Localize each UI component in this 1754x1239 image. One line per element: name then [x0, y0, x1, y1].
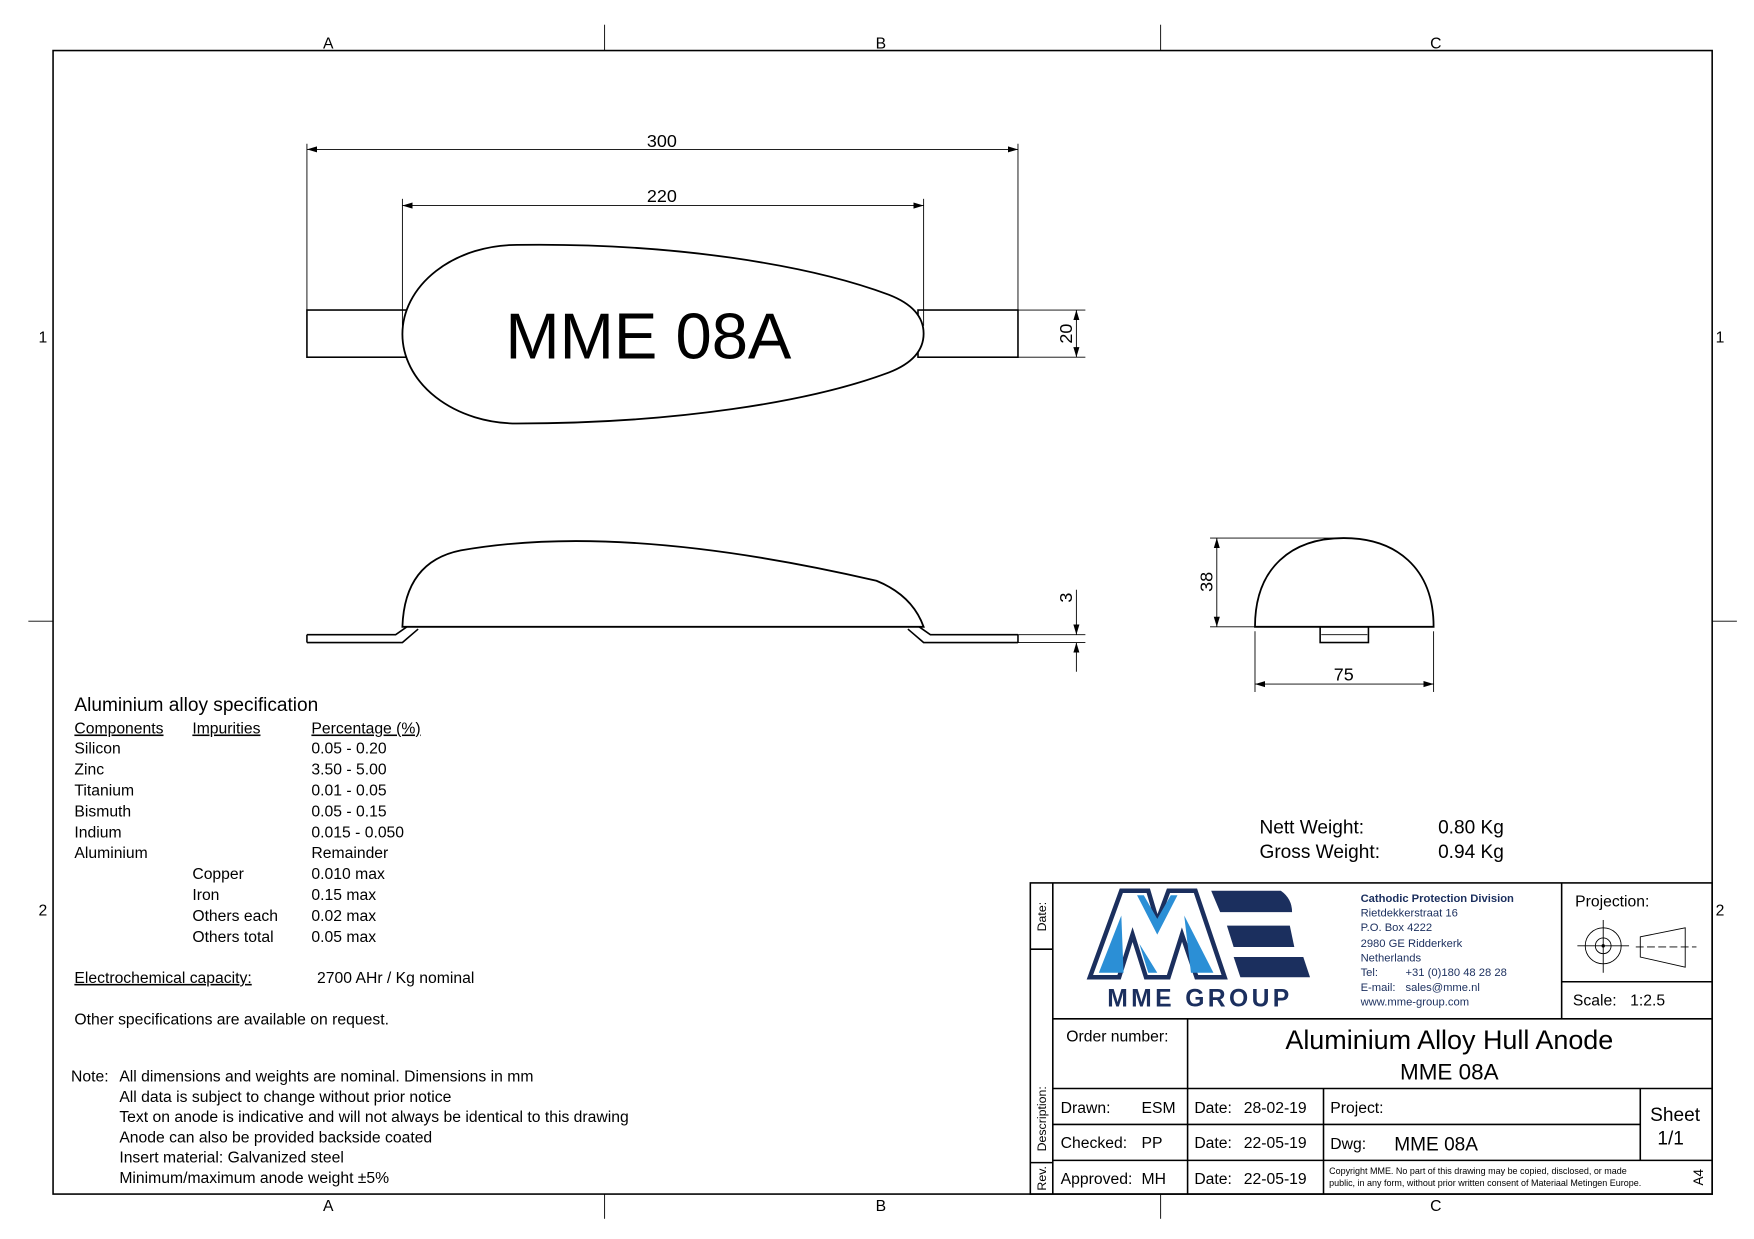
gross-weight-label: Gross Weight:	[1259, 842, 1380, 864]
spec-percentage: 0.05 max	[311, 928, 377, 946]
zone-label: A	[323, 35, 334, 53]
dimension-height: 38	[1196, 571, 1217, 592]
notes	[71, 1069, 629, 1187]
spec-percentage: 0.15 max	[311, 886, 377, 904]
checked-label: Checked:	[1060, 1135, 1128, 1153]
paper-size: A4	[1691, 1168, 1707, 1186]
weights	[1259, 817, 1503, 863]
zone-label: 1	[1715, 329, 1725, 347]
date-drawn: 28-02-19	[1243, 1100, 1307, 1118]
spec-header: Components	[74, 720, 164, 738]
company-address: Rietdekkerstraat 16	[1360, 907, 1458, 920]
zone-label: C	[1430, 1197, 1442, 1215]
drawing-title: Aluminium Alloy Hull Anode	[1285, 1025, 1614, 1056]
spec-impurity: Copper	[192, 866, 244, 884]
logo-text: MME GROUP	[1107, 985, 1293, 1013]
note-label: Note:	[71, 1068, 109, 1086]
website: www.mme-group.com	[1360, 996, 1470, 1009]
checked-value: PP	[1141, 1135, 1163, 1153]
scale-value: 1:2.5	[1630, 992, 1666, 1010]
spec-component: Zinc	[74, 761, 105, 779]
date-side-label: Date:	[1035, 901, 1050, 932]
copyright-notice: public, in any form, without prior written consent of Materiaal Metingen Europe.	[1329, 1178, 1642, 1189]
company-address: Netherlands	[1360, 952, 1422, 965]
spec-percentage: 0.05 - 0.15	[311, 803, 387, 821]
zone-label: 1	[38, 329, 48, 347]
spec-percentage: Remainder	[311, 845, 389, 863]
note-line: Anode can also be provided backside coated	[119, 1129, 433, 1147]
anode-label: MME 08A	[505, 299, 792, 373]
sheet-label: Sheet	[1650, 1105, 1701, 1127]
spec-component: Silicon	[74, 740, 121, 758]
dwg-label: Dwg:	[1330, 1136, 1367, 1154]
scale-label: Scale:	[1572, 992, 1617, 1010]
description-side-label: Description:	[1035, 1086, 1050, 1152]
nett-weight-value: 0.80 Kg	[1438, 817, 1504, 839]
approved-label: Approved:	[1060, 1170, 1133, 1188]
project-label: Project:	[1330, 1100, 1384, 1118]
projection-label: Projection:	[1575, 893, 1650, 911]
spec-component: Aluminium	[74, 845, 148, 863]
spec-title: Aluminium alloy specification	[74, 695, 319, 717]
dimension-width: 75	[1333, 664, 1354, 685]
zone-label: B	[875, 35, 887, 53]
end-view	[1196, 538, 1433, 692]
zone-label: 2	[1715, 902, 1725, 920]
side-view	[307, 541, 1085, 672]
approved-value: MH	[1141, 1170, 1166, 1188]
date-label: Date:	[1194, 1135, 1232, 1153]
note-line: Text on anode is indicative and will not always be identical to this drawing	[119, 1109, 629, 1127]
copyright-notice: Copyright MME. No part of this drawing may be copied, disclosed, or made	[1329, 1165, 1627, 1176]
company-address: P.O. Box 4222	[1360, 922, 1433, 935]
spec-percentage: 0.05 - 0.20	[311, 740, 387, 758]
title-block	[1030, 883, 1712, 1194]
note-line: All dimensions and weights are nominal. Dimensions in mm	[119, 1068, 534, 1086]
spec-component: Titanium	[74, 782, 135, 800]
tel-value: +31 (0)180 48 28 28	[1405, 967, 1507, 980]
note-line: All data is subject to change without prior notice	[119, 1088, 452, 1106]
capacity-label: Electrochemical capacity:	[74, 969, 252, 987]
dimension-overall-length: 300	[646, 131, 677, 152]
zone-label: 2	[38, 902, 48, 920]
zone-label: B	[875, 1197, 887, 1215]
spec-impurity: Others each	[192, 907, 278, 925]
spec-percentage: 0.02 max	[311, 907, 377, 925]
tel-label: Tel:	[1360, 967, 1379, 980]
spec-header: Percentage (%)	[311, 720, 421, 738]
date-approved: 22-05-19	[1243, 1170, 1307, 1188]
top-view	[307, 131, 1085, 423]
gross-weight-value: 0.94 Kg	[1438, 842, 1504, 864]
date-checked: 22-05-19	[1243, 1135, 1307, 1153]
other-specs-note: Other specifications are available on request.	[74, 1011, 389, 1029]
first-angle-projection-icon	[1577, 920, 1696, 973]
dimension-body-length: 220	[646, 186, 677, 207]
capacity-value: 2700 AHr / Kg nominal	[317, 969, 475, 987]
sheet-value: 1/1	[1657, 1128, 1684, 1150]
spec-component: Indium	[74, 824, 122, 842]
drawn-label: Drawn:	[1060, 1100, 1111, 1118]
date-label: Date:	[1194, 1100, 1232, 1118]
note-line: Insert material: Galvanized steel	[119, 1149, 344, 1167]
company-address: 2980 GE Ridderkerk	[1360, 937, 1463, 950]
dimension-tab-width: 20	[1055, 323, 1076, 344]
spec-header: Impurities	[192, 720, 261, 738]
alloy-specification	[74, 695, 474, 1028]
spec-percentage: 3.50 - 5.00	[311, 761, 387, 779]
dimension-insert-thickness: 3	[1055, 592, 1076, 603]
spec-percentage: 0.010 max	[311, 866, 385, 884]
zone-label: A	[323, 1197, 334, 1215]
spec-impurity: Others total	[192, 928, 274, 946]
zone-label: C	[1430, 35, 1442, 53]
spec-percentage: 0.015 - 0.050	[311, 824, 405, 842]
date-label: Date:	[1194, 1170, 1232, 1188]
mme-group-logo	[1090, 891, 1310, 1013]
email-label: E-mail:	[1360, 981, 1396, 994]
email-value: sales@mme.nl	[1405, 981, 1480, 994]
spec-component: Bismuth	[74, 803, 132, 821]
rev-side-label: Rev.	[1035, 1166, 1050, 1191]
spec-percentage: 0.01 - 0.05	[311, 782, 387, 800]
company-division: Cathodic Protection Division	[1360, 893, 1514, 906]
dwg-value: MME 08A	[1394, 1134, 1479, 1156]
order-number-label: Order number:	[1066, 1028, 1169, 1046]
note-line: Minimum/maximum anode weight ±5%	[119, 1169, 390, 1187]
drawn-value: ESM	[1141, 1100, 1176, 1118]
nett-weight-label: Nett Weight:	[1259, 817, 1365, 839]
spec-impurity: Iron	[192, 886, 220, 904]
drawing-subtitle: MME 08A	[1400, 1059, 1499, 1085]
